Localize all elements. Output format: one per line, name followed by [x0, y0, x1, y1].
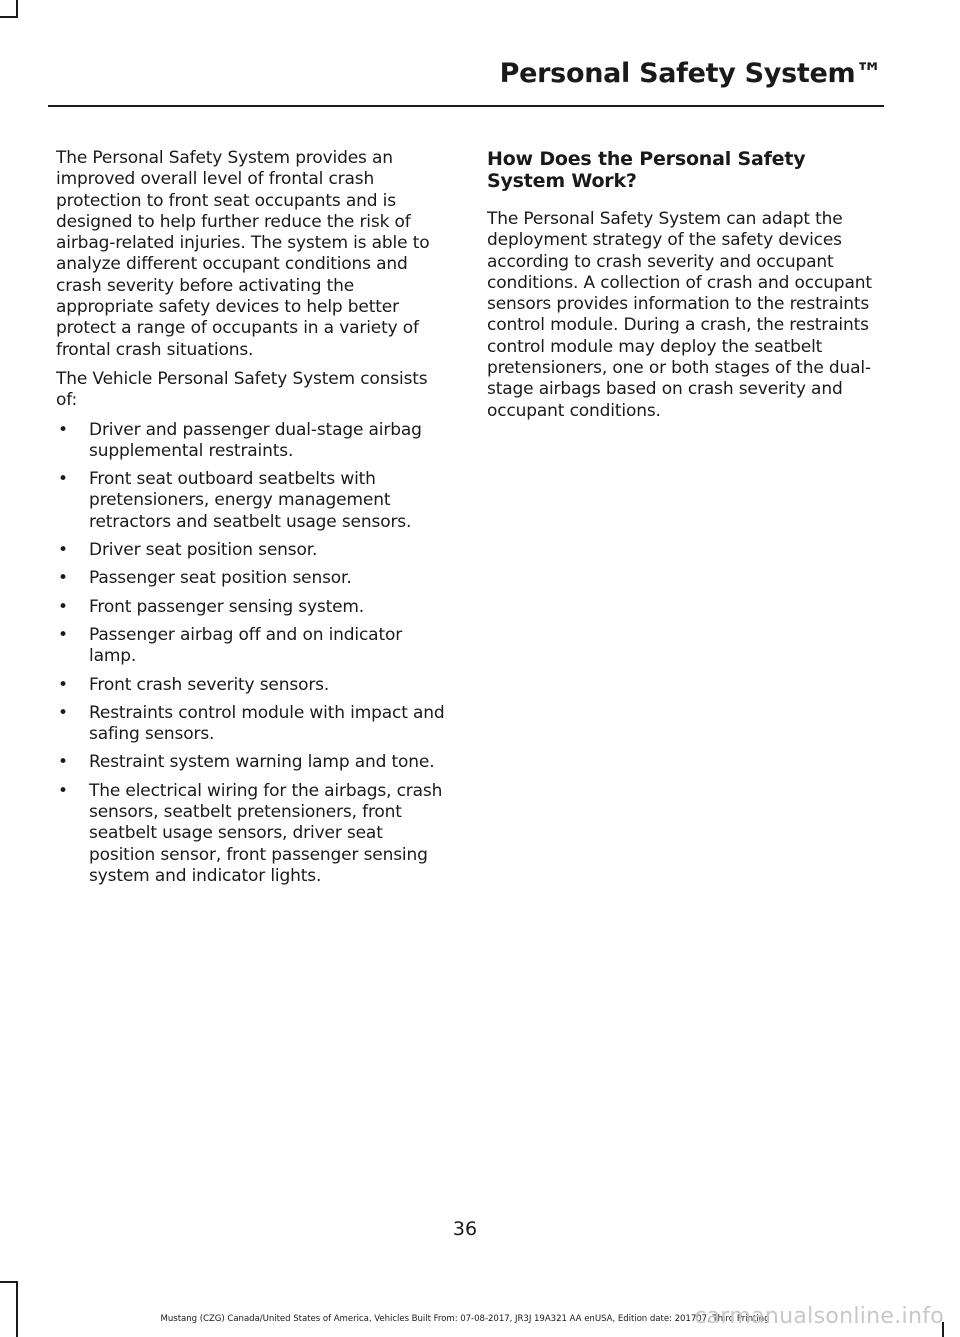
- list-item-text: Front passenger sensing system.: [89, 596, 365, 617]
- list-item-text: Driver and passenger dual-stage airbag supplemental restraints.: [89, 419, 422, 461]
- bullet-icon: •: [58, 419, 68, 440]
- bullet-icon: •: [58, 568, 68, 589]
- components-list: [56, 420, 448, 888]
- list-item-text: The electrical wiring for the airbags, crash sensors, seatbelt pretensioners, front seatbelt usage sensors, driver seat position sensor, front passenger sensing system and indicator lights.: [89, 780, 443, 886]
- page-title: Personal Safety System™: [499, 58, 882, 89]
- bullet-icon: •: [58, 469, 68, 490]
- section-heading: How Does the Personal Safety System Work?: [487, 148, 806, 192]
- list-item: [56, 420, 448, 463]
- list-item: [56, 469, 448, 533]
- watermark: carmanualsonline.info: [694, 1304, 944, 1329]
- list-item: [56, 625, 448, 668]
- list-item: [56, 703, 448, 746]
- bullet-icon: •: [58, 540, 68, 561]
- list-item: [56, 597, 448, 618]
- list-item: [56, 752, 448, 773]
- list-intro: The Vehicle Personal Safety System consists of:: [56, 368, 428, 411]
- bullet-icon: •: [58, 624, 68, 645]
- bullet-icon: •: [58, 596, 68, 617]
- list-item: [56, 568, 448, 589]
- footer-text: Mustang (CZG) Canada/United States of America, Vehicles Built From: 07-08-2017, JR3J 19A321 AA enUSA, Edition date: 201707, Third Printing: [160, 1314, 770, 1324]
- intro-paragraph: The Personal Safety System provides an improved overall level of frontal crash protection to front seat occupants and is designed to help further reduce the risk of airbag-related injuries. The system is able to analyze different occupant conditions and crash severity before activating the appropriate safety devices to help better protect a range of occupants in a variety of frontal crash situations.: [56, 148, 430, 360]
- bullet-icon: •: [58, 702, 68, 723]
- right-column: [487, 148, 881, 430]
- crop-mark-top-left-vertical: [16, 0, 18, 16]
- list-item-text: Restraint system warning lamp and tone.: [89, 752, 435, 773]
- list-item-text: Driver seat position sensor.: [89, 540, 318, 561]
- header-divider: [48, 105, 884, 107]
- list-item: [56, 540, 448, 561]
- list-item: [56, 675, 448, 696]
- list-item-text: Front crash severity sensors.: [89, 674, 330, 695]
- list-item-text: Front seat outboard seatbelts with pretensioners, energy management retractors and seatbelt usage sensors.: [89, 469, 412, 532]
- bullet-icon: •: [58, 752, 68, 773]
- left-column: [56, 148, 448, 894]
- bullet-icon: •: [58, 674, 68, 695]
- page-number: 36: [452, 1218, 478, 1240]
- list-item: [56, 781, 448, 887]
- crop-mark-bottom-left-vertical: [16, 1282, 18, 1337]
- crop-mark-bottom-left-horizontal: [0, 1281, 18, 1283]
- section-body: The Personal Safety System can adapt the deployment strategy of the safety devices according to crash severity and occupant conditions. A collection of crash and occupant sensors provides information to the restraints control module. During a crash, the restraints control module may deploy the seatbelt pretensioners, one or both stages of the dual-stage airbags based on crash severity and occupant conditions.: [487, 209, 872, 421]
- list-item-text: Passenger seat position sensor.: [89, 568, 352, 589]
- bullet-icon: •: [58, 780, 68, 801]
- list-item-text: Passenger airbag off and on indicator lamp.: [89, 624, 403, 667]
- list-item-text: Restraints control module with impact and safing sensors.: [89, 702, 445, 745]
- crop-mark-top-left-horizontal: [0, 16, 18, 18]
